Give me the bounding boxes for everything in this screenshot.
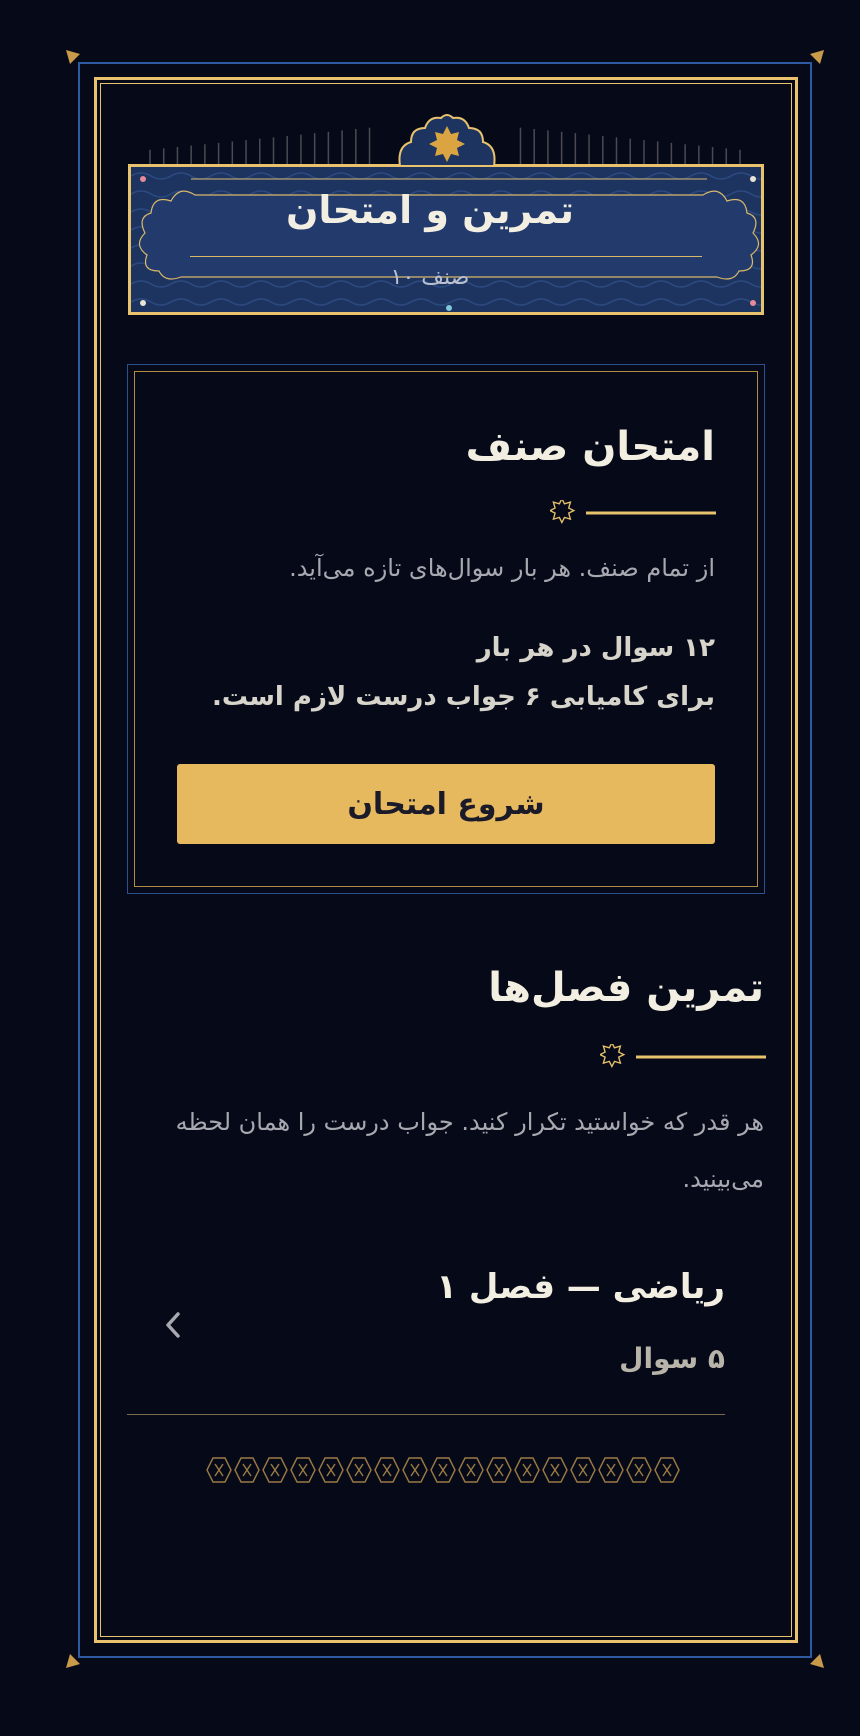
star-badge-icon xyxy=(397,112,497,166)
page-subtitle: صنف ۱۰ xyxy=(390,265,470,290)
corner-ornament-icon xyxy=(66,1654,80,1668)
exam-description: از تمام صنف. هر بار سوال‌های تازه می‌آید. xyxy=(289,554,715,582)
corner-ornament-icon xyxy=(66,50,80,64)
chapters-description: هر قدر که خواستید تکرار کنید. جواب درست را همان لحظه می‌بینید. xyxy=(175,1108,764,1193)
chapter-item[interactable] xyxy=(127,1250,725,1415)
list-divider xyxy=(127,1414,725,1415)
chevron-left-icon xyxy=(162,1310,184,1340)
exam-title: امتحان صنف xyxy=(465,424,715,470)
chapter-title: ریاضی — فصل ۱ xyxy=(436,1267,725,1307)
start-exam-button[interactable]: شروع امتحان xyxy=(177,764,715,844)
section-divider xyxy=(550,500,716,526)
chapter-question-count: ۵ سوال xyxy=(619,1342,725,1375)
chapters-title: تمرین فصل‌ها xyxy=(488,965,764,1011)
corner-ornament-icon xyxy=(810,50,824,64)
section-divider xyxy=(600,1044,766,1070)
eight-point-star-icon xyxy=(600,1044,624,1067)
eight-point-star-icon xyxy=(550,500,574,523)
corner-ornament-icon xyxy=(810,1654,824,1668)
exam-pass-requirement: برای کامیابی ۶ جواب درست لازم است. xyxy=(211,682,715,712)
header-panel xyxy=(128,164,764,315)
header-divider xyxy=(190,256,702,257)
exam-question-count: ۱۲ سوال در هر بار xyxy=(476,633,715,663)
lattice-ornament-icon xyxy=(205,1454,685,1486)
page-title: تمرین و امتحان xyxy=(285,188,575,232)
